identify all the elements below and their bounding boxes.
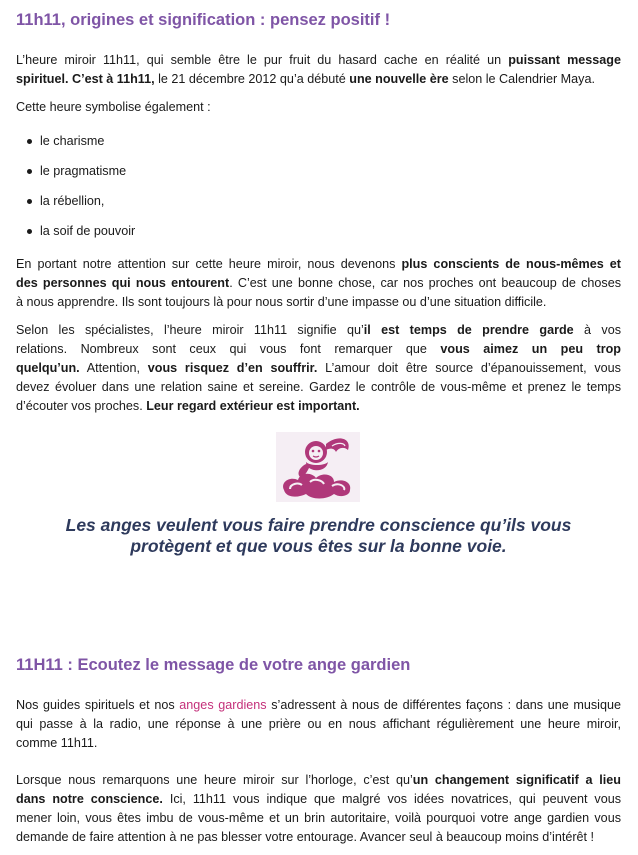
- paragraph-line: [16, 397, 621, 416]
- bold-text: Leur regard extérieur est important.: [146, 399, 360, 413]
- bold-text: des personnes qui nous entourent: [16, 276, 230, 290]
- text-run: En portant notre attention sur cette heure miroir, nous devenons: [16, 257, 402, 271]
- quote-line: Les anges veulent vous faire prendre conscience qu’ils vous: [65, 515, 572, 535]
- section-title: 11h11, origines et signification : pensez positif !: [16, 11, 391, 29]
- bold-text: vous aimez un peu trop: [440, 342, 621, 356]
- paragraph: [16, 51, 621, 89]
- text-run: L’amour doit être source d’épanouissement, vous: [317, 361, 621, 375]
- text-run: d’écouter vos proches.: [16, 399, 147, 413]
- text-run: devez évoluer dans une relation saine et sereine. Gardez le contrôle de vous-même et prenez le temps: [16, 380, 621, 394]
- list-item: le pragmatisme: [16, 162, 135, 192]
- text-run: comme 11h11.: [16, 736, 98, 750]
- list-item: la soif de pouvoir: [16, 222, 135, 252]
- bold-text: un changement significatif a lieu: [412, 773, 621, 787]
- text-run: à vos: [573, 323, 621, 337]
- text-run: Nos guides spirituels et nos: [16, 698, 180, 712]
- bullet-list: [16, 132, 135, 252]
- paragraph-line: [16, 790, 621, 809]
- paragraph-line: [16, 809, 621, 828]
- section-title: 11H11 : Ecoutez le message de votre ange gardien: [16, 656, 411, 674]
- text-run: Lorsque nous remarquons une heure miroir sur l’horloge, c’est qu’: [16, 773, 413, 787]
- bold-text: plus conscients de nous-mêmes et: [401, 257, 621, 271]
- paragraph-line: [16, 70, 621, 89]
- paragraph: Cette heure symbolise également :: [16, 100, 211, 114]
- paragraph-line: [16, 734, 621, 753]
- anges-gardiens-link[interactable]: anges gardiens: [179, 698, 267, 712]
- text-run: L’heure miroir 11h11, qui semble être le pur fruit du hasard cache en réalité un: [16, 53, 509, 67]
- text-run: Attention,: [79, 361, 148, 375]
- list-item: le charisme: [16, 132, 135, 162]
- bold-text: une nouvelle ère: [349, 72, 449, 86]
- text-run: Ici, 11h11 vous indique que malgré vos idées novatrices, qui peuvent vous: [162, 792, 621, 806]
- paragraph-line: [16, 771, 621, 790]
- paragraph: [16, 321, 621, 416]
- paragraph-line: [16, 696, 621, 715]
- cherub-angel-icon: [276, 432, 360, 502]
- text-run: . C’est une bonne chose, car nos proches ont beaucoup de choses: [229, 276, 621, 290]
- list-item: la rébellion,: [16, 192, 135, 222]
- paragraph: [16, 255, 621, 312]
- text-run: qui passe à la radio, une réponse à une prière ou en nous affichant régulièrement une heure miroir,: [16, 717, 621, 731]
- text-run: mener loin, vous êtes imbu de vous-même et un brin autoritaire, voilà pourquoi votre ange gardien vous: [16, 811, 621, 825]
- quote-line: protègent et que vous êtes sur la bonne voie.: [130, 536, 507, 556]
- text-run: Selon les spécialistes, l’heure miroir 11h11 signifie qu’: [16, 323, 364, 337]
- paragraph-line: [16, 321, 621, 340]
- paragraph-line: [16, 340, 621, 359]
- paragraph-line: [16, 715, 621, 734]
- bold-text: vous risquez d’en souffrir.: [147, 361, 318, 375]
- paragraph-line: [16, 293, 621, 312]
- text-run: Nombreux sont ceux qui vous font remarquer que: [80, 342, 441, 356]
- text-run: s’adressent à nous de différentes façons : dans une musique: [266, 698, 621, 712]
- text-run: le 21 décembre 2012 qu’a débuté: [154, 72, 350, 86]
- paragraph-line: [16, 359, 621, 378]
- paragraph: [16, 696, 621, 753]
- paragraph-line: [16, 828, 621, 847]
- paragraph-line: [16, 378, 621, 397]
- bold-text: quelqu’un.: [16, 361, 80, 375]
- paragraph-line: [16, 274, 621, 293]
- bold-text: spirituel. C’est à 11h11,: [16, 72, 155, 86]
- pull-quote: [16, 515, 621, 557]
- text-run: demande de faire attention à ne pas blesser votre entourage. Avancer seul à beaucoup moins d’intérêt !: [16, 830, 595, 844]
- paragraph-line: [16, 51, 621, 70]
- paragraph-line: [16, 255, 621, 274]
- text-run: selon le Calendrier Maya.: [448, 72, 595, 86]
- bold-text: il est temps de prendre garde: [363, 323, 574, 337]
- text-run: relations.: [16, 342, 81, 356]
- paragraph: [16, 771, 621, 847]
- text-run: à nous apprendre. Ils sont toujours là pour nous sortir d’une impasse ou d’une situation difficile.: [16, 295, 547, 309]
- bold-text: dans notre conscience.: [16, 792, 163, 806]
- bold-text: puissant message: [508, 53, 621, 67]
